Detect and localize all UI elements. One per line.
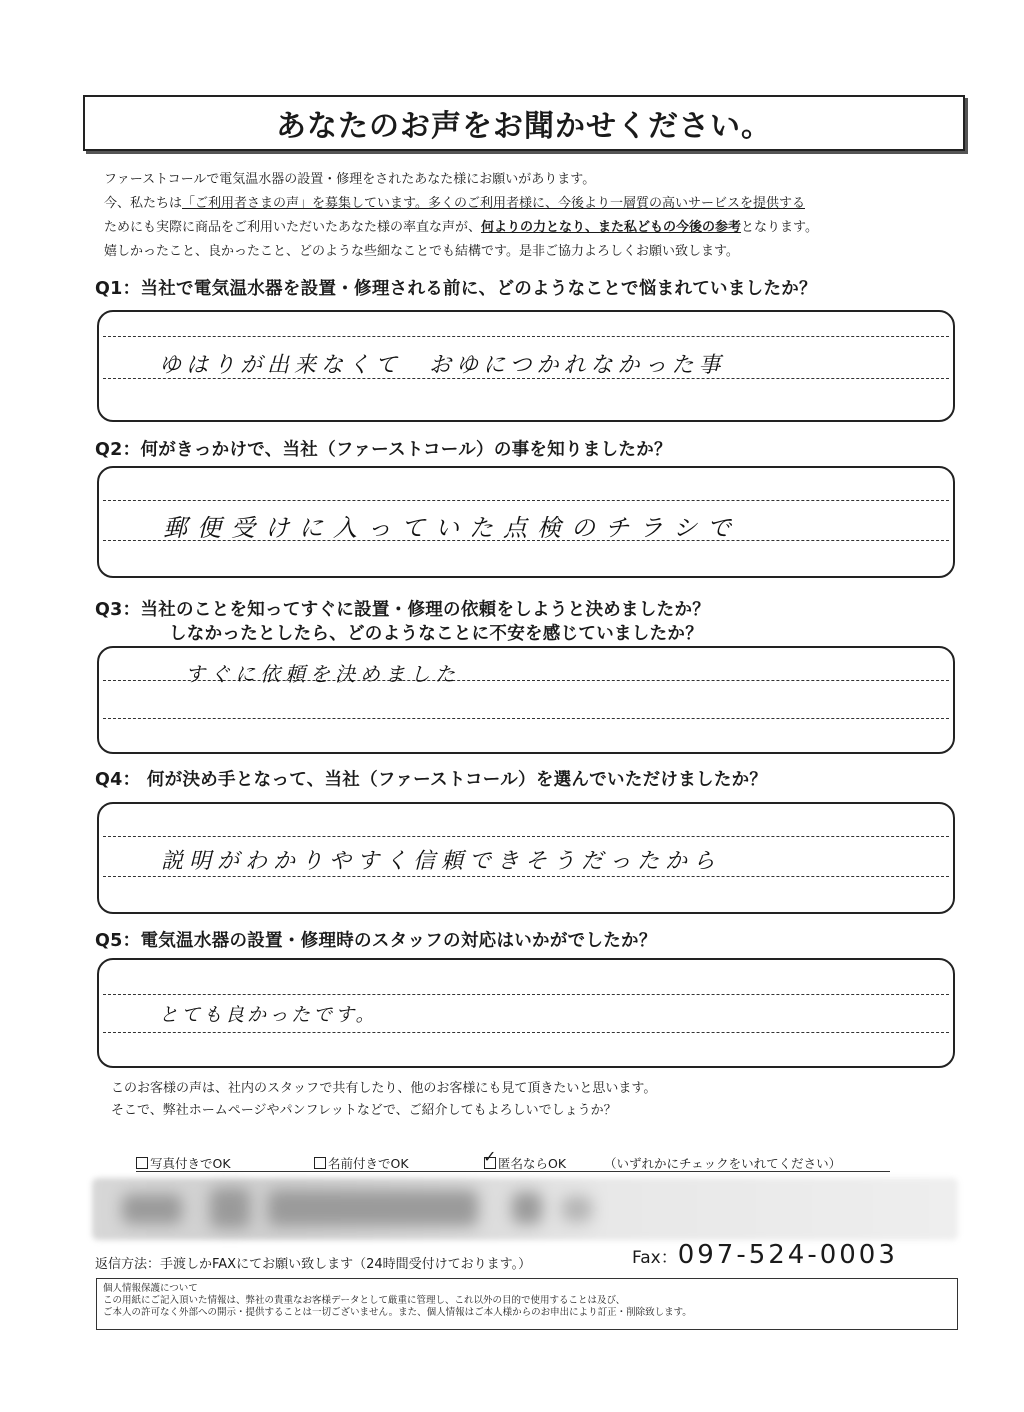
- question-1-label: Q1：当社で電気温水器を設置・修理される前に、どのようなことで悩まれていましたか？: [95, 279, 817, 299]
- answer-box-2[interactable]: [97, 466, 955, 578]
- answer-3-handwriting: すぐに依頼を決めました: [185, 662, 460, 686]
- privacy-notice: [96, 1278, 958, 1330]
- answer-1-handwriting: ゆはりが出来なくて おゆにつかれなかった事: [159, 353, 726, 378]
- intro-line: ファーストコールで電気温水器の設置・修理をされたあなた様にお願いがあります。: [104, 172, 596, 187]
- question-4-label: Q4： 何が決め手となって、当社（ファーストコール）を選んでいただけましたか？: [95, 770, 768, 790]
- fax-number: [632, 1240, 898, 1270]
- answer-2-handwriting: 郵便受けに入っていた点検のチラシで: [163, 514, 741, 542]
- answer-5-handwriting: とても良かったです。: [159, 1004, 378, 1026]
- answer-box-4[interactable]: [97, 802, 955, 914]
- page-title: あなたのお声をお聞かせください。: [276, 109, 772, 144]
- checkbox-icon[interactable]: [136, 1157, 148, 1169]
- share-line: このお客様の声は、社内のスタッフで共有したり、他のお客様にも見て頂きたいと思います。: [111, 1081, 657, 1096]
- question-3-label: Q3：当社のことを知ってすぐに設置・修理の依頼をしようと決めましたか？: [95, 600, 711, 620]
- share-request: [111, 1078, 656, 1122]
- question-5-label: Q5：電気温水器の設置・修理時のスタッフの対応はいかがでしたか？: [95, 931, 657, 951]
- privacy-line: ご本人の許可なく外部への開示・提供することは一切ございません。また、個人情報はご本人様からのお申出により訂正・削除致します。: [103, 1307, 692, 1318]
- checkmark-icon: ✓: [483, 1147, 497, 1166]
- question-2-label: Q2：何がきっかけで、当社（ファーストコール）の事を知りましたか？: [95, 440, 672, 460]
- consent-name-option[interactable]: 名前付きでOK: [314, 1154, 409, 1172]
- answer-box-3[interactable]: [97, 646, 955, 754]
- privacy-heading: 個人情報保護について: [103, 1283, 198, 1294]
- consent-options: [136, 1147, 890, 1172]
- intro-paragraph: [104, 168, 954, 264]
- consent-anonymous-option[interactable]: ✓ 匿名ならOK: [483, 1147, 567, 1171]
- fax-digits: 097-524-0003: [677, 1240, 898, 1270]
- intro-line: ためにも実際に商品をご利用いただいたあなた様の率直な声が、何よりの力となり、また私どもの今後の参考となります。: [104, 220, 818, 235]
- fax-label: Fax：: [632, 1248, 678, 1268]
- question-3-label-line2: しなかったとしたら、どのようなことに不安を感じていましたか？: [169, 624, 703, 644]
- checkbox-icon[interactable]: [314, 1157, 326, 1169]
- answer-box-1[interactable]: [97, 310, 955, 422]
- privacy-line: この用紙にご記入頂いた情報は、弊社の貴重なお客様データとして厳重に管理し、これ以外の目的で使用することは及び、: [103, 1295, 626, 1306]
- intro-line: 今、私たちは「ご利用者さまの声」を募集しています。多くのご利用者様に、今後より一層質の高いサービスを提供する: [104, 196, 805, 211]
- consent-photo-option[interactable]: 写真付きでOK: [136, 1154, 231, 1172]
- share-line: そこで、弊社ホームページやパンフレットなどで、ご紹介してもよろしいでしょうか？: [111, 1103, 617, 1118]
- title-box: [83, 95, 965, 151]
- consent-note: （いずれかにチェックをいれてください）: [604, 1156, 842, 1171]
- intro-line: 嬉しかったこと、良かったこと、どのような些細なことでも結構です。是非ご協力よろしくお願い致します。: [104, 244, 739, 259]
- reply-method: 返信方法：手渡しかFAXにてお願い致します（24時間受付けております。）: [95, 1257, 532, 1272]
- answer-box-5[interactable]: [97, 958, 955, 1068]
- answer-4-handwriting: 説明がわかりやすく信頼できそうだったから: [161, 849, 722, 874]
- redacted-name-area: [92, 1178, 958, 1240]
